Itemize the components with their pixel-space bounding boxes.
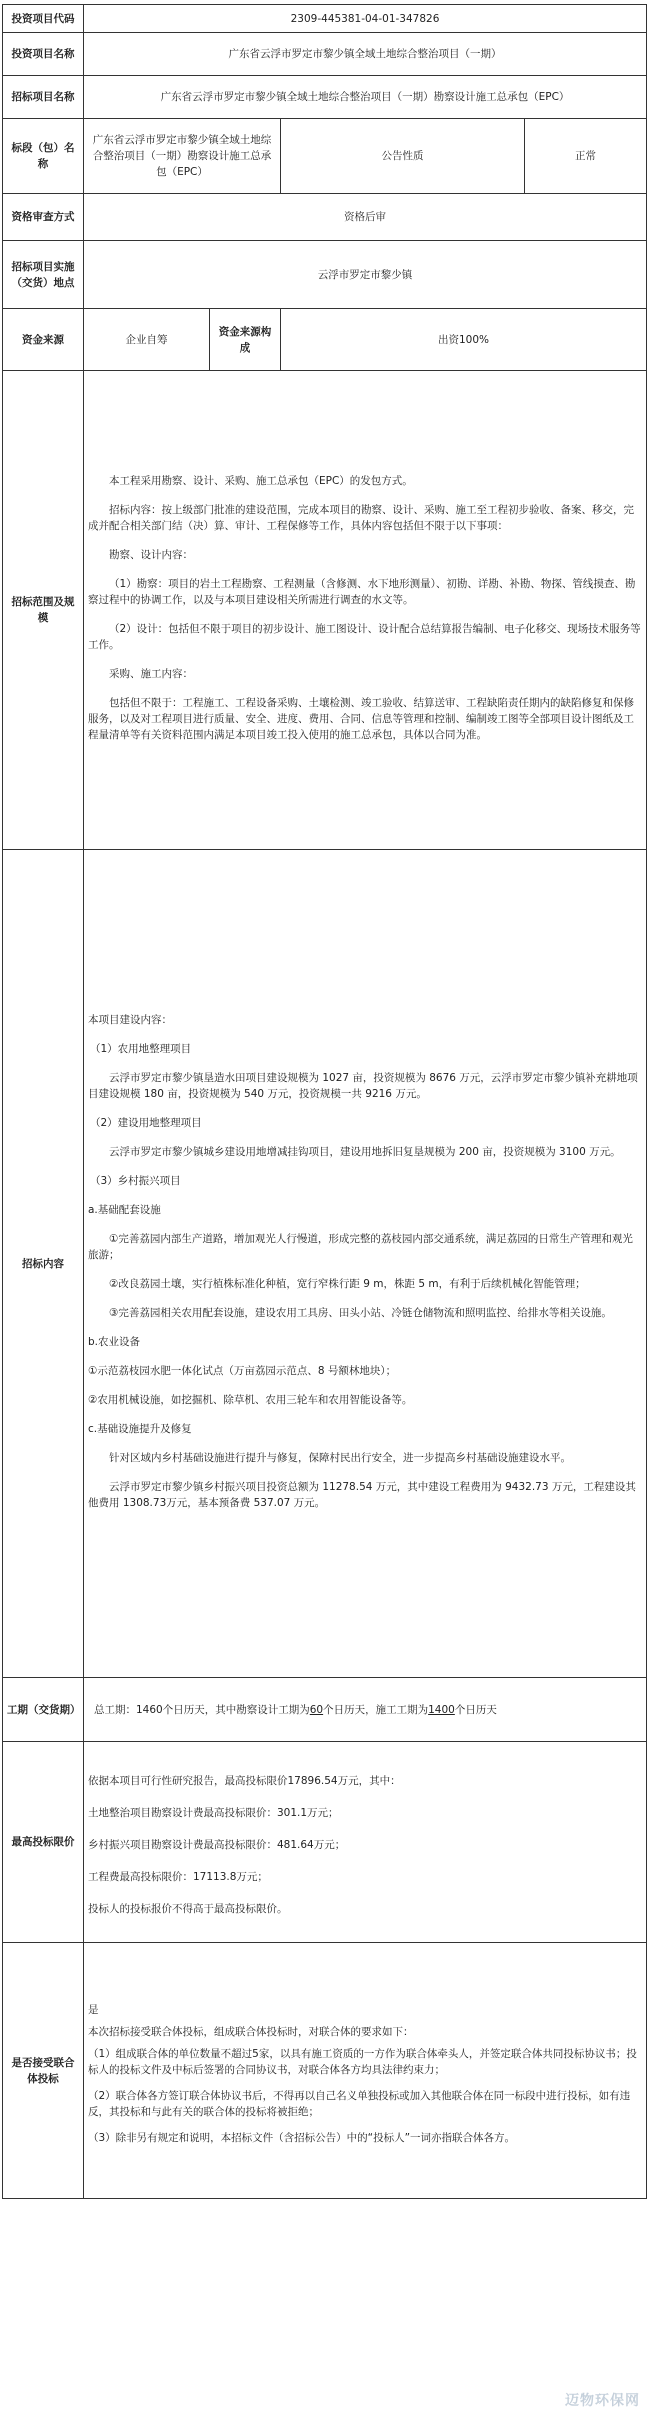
content-paragraph: ①完善荔园内部生产道路，增加观光人行慢道，形成完整的荔枝园内部交通系统，满足荔园的日常生产管理和观光旅游；	[88, 1232, 633, 1261]
content-paragraph: 云浮市罗定市黎少镇乡村振兴项目投资总额为 11278.54 万元，其中建设工程费用为 9432.73 万元，工程建设其他费用 1308.73万元，基本预备费 537.07 万元。	[88, 1480, 636, 1509]
content-body	[84, 850, 647, 1678]
project-code-label: 投资项目代码	[3, 5, 84, 33]
tender-info-table	[2, 4, 647, 2199]
consortium-paragraph: （2）联合体各方签订联合体协议书后，不得再以自己名义单独投标或加入其他联合体在同一标段中进行投标，如有违反，其投标和与此有关的联合体的投标将被拒绝；	[88, 2089, 631, 2118]
project-name-value: 广东省云浮市罗定市黎少镇全域土地综合整治项目（一期）	[84, 33, 647, 76]
period-suffix: 个日历天	[454, 1703, 497, 1716]
content-paragraph: 云浮市罗定市黎少镇城乡建设用地增减挂钩项目，建设用地拆旧复垦规模为 200 亩，投资规模为 3100 万元。	[109, 1145, 621, 1158]
content-paragraph: a.基础配套设施	[88, 1203, 161, 1216]
consortium-paragraph: 是	[88, 2003, 99, 2016]
content-paragraph: 云浮市罗定市黎少镇垦造水田项目建设规模为 1027 亩，投资规模为 8676 万元，云浮市罗定市黎少镇补充耕地项目建设规模 180 亩，投资规模为 540 万元，投资规模一共 9216 万元。	[88, 1071, 638, 1100]
period-prefix: 总工期：1460个日历天，其中勘察设计工期为	[94, 1703, 310, 1716]
max-price-line: 投标人的投标报价不得高于最高投标限价。	[88, 1903, 288, 1915]
scope-label: 招标范围及规模	[3, 371, 84, 850]
scope-paragraph: 包括但不限于：工程施工、工程设备采购、土壤检测、竣工验收、结算送审、工程缺陷责任期内的缺陷修复和保修服务，以及对工程项目进行质量、安全、进度、费用、合同、信息等管理和控制、编制竣工图等全部项目设计图纸及工程量清单等有关资料范围内满足本项目竣工投入使用的施工总承包，具体以合同为准。	[88, 696, 634, 741]
content-paragraph: （3）乡村振兴项目	[90, 1174, 181, 1187]
content-paragraph: 本项目建设内容：	[88, 1013, 172, 1026]
scope-content	[84, 371, 647, 850]
funding-composition-value: 出资100%	[281, 309, 647, 371]
max-price-line: 乡村振兴项目勘察设计费最高投标限价：481.64万元；	[88, 1839, 346, 1851]
max-price-line: 依据本项目可行性研究报告，最高投标限价17896.54万元，其中：	[88, 1775, 401, 1787]
project-name-label: 投资项目名称	[3, 33, 84, 76]
max-price-label: 最高投标限价	[3, 1742, 84, 1943]
funding-composition-label: 资金来源构成	[210, 309, 281, 371]
content-paragraph: ②农用机械设施，如挖掘机、除草机、农用三轮车和农用智能设备等。	[88, 1393, 413, 1406]
content-paragraph: b.农业设备	[88, 1335, 141, 1348]
scope-paragraph: 本工程采用勘察、设计、采购、施工总承包（EPC）的发包方式。	[109, 474, 413, 487]
row-bid-project-name	[3, 76, 647, 119]
content-paragraph: ③完善荔园相关农用配套设施，建设农用工具房、田头小站、冷链仓储物流和照明监控、给排水等相关设施。	[109, 1306, 612, 1319]
row-project-code	[3, 5, 647, 33]
row-location	[3, 241, 647, 309]
bid-project-name-label: 招标项目名称	[3, 76, 84, 119]
row-max-price	[3, 1742, 647, 1943]
funding-label: 资金来源	[3, 309, 84, 371]
content-paragraph: c.基础设施提升及修复	[88, 1422, 192, 1435]
qualification-value: 资格后审	[84, 194, 647, 241]
scope-paragraph: （1）勘察：项目的岩土工程勘察、工程测量（含修测、水下地形测量）、初勘、详勘、补勘、物探、管线摸查、勘察过程中的协调工作，以及与本项目建设相关所需进行调查的水文等。	[88, 577, 636, 606]
scope-paragraph: 采购、施工内容：	[109, 667, 193, 680]
row-project-name	[3, 33, 647, 76]
period-middle: 个日历天，施工工期为	[323, 1703, 429, 1716]
row-scope	[3, 371, 647, 850]
scope-paragraph: 招标内容：按上级部门批准的建设范围，完成本项目的勘察、设计、采购、施工至工程初步验收、备案、移交，完成并配合相关部门结（决）算、审计、工程保修等工作，具体内容包括但不限于以下事项：	[88, 503, 634, 532]
location-label: 招标项目实施（交货）地点	[3, 241, 84, 309]
content-paragraph: ②改良荔园土壤，实行植株标准化种植，宽行窄株行距 9 m，株距 5 m，有利于后续机械化智能管理；	[109, 1277, 586, 1290]
content-label: 招标内容	[3, 850, 84, 1678]
notice-nature-label: 公告性质	[281, 119, 525, 194]
location-value: 云浮市罗定市黎少镇	[84, 241, 647, 309]
consortium-label: 是否接受联合体投标	[3, 1943, 84, 2199]
notice-nature-value: 正常	[525, 119, 647, 194]
content-paragraph: ①示范荔枝园水肥一体化试点（万亩荔园示范点、8 号额林地块）；	[88, 1364, 397, 1377]
section-label: 标段（包）名称	[3, 119, 84, 194]
site-watermark: 迈物环保网	[565, 2393, 640, 2409]
row-section	[3, 119, 647, 194]
section-value: 广东省云浮市罗定市黎少镇全域土地综合整治项目（一期）勘察设计施工总承包（EPC）	[84, 119, 281, 194]
consortium-paragraph: 本次招标接受联合体投标，组成联合体投标时，对联合体的要求如下：	[88, 2025, 414, 2038]
content-paragraph: （1）农用地整理项目	[90, 1042, 192, 1055]
project-code-value: 2309-445381-04-01-347826	[84, 5, 647, 33]
funding-value: 企业自筹	[84, 309, 210, 371]
period-label: 工期（交货期）	[3, 1678, 84, 1742]
content-paragraph: 针对区域内乡村基础设施进行提升与修复，保障村民出行安全，进一步提高乡村基础设施建设水平。	[109, 1451, 571, 1464]
qualification-label: 资格审查方式	[3, 194, 84, 241]
consortium-paragraph: （1）组成联合体的单位数量不超过5家，以具有施工资质的一方作为联合体牵头人，并签定联合体共同投标协议书；投标人的投标文件及中标后签署的合同协议书，对联合体各方均具法律约束力；	[88, 2047, 637, 2076]
max-price-line: 工程费最高投标限价：17113.8万元；	[88, 1871, 268, 1883]
scope-paragraph: 勘察、设计内容：	[109, 548, 193, 561]
max-price-body	[84, 1742, 647, 1943]
row-funding	[3, 309, 647, 371]
consortium-paragraph: （3）除非另有规定和说明，本招标文件（含招标公告）中的“投标人”一词亦指联合体各方。	[88, 2131, 516, 2144]
bid-project-name-value: 广东省云浮市罗定市黎少镇全域土地综合整治项目（一期）勘察设计施工总承包（EPC）	[84, 76, 647, 119]
row-period	[3, 1678, 647, 1742]
scope-paragraph: （2）设计：包括但不限于项目的初步设计、施工图设计、设计配合总结算报告编制、电子化移交、现场技术服务等工作。	[88, 622, 641, 651]
row-content	[3, 850, 647, 1678]
consortium-body	[84, 1943, 647, 2199]
period-value	[84, 1678, 647, 1742]
content-paragraph: （2）建设用地整理项目	[90, 1116, 202, 1129]
design-days: 60	[309, 1703, 324, 1716]
row-consortium	[3, 1943, 647, 2199]
row-qualification	[3, 194, 647, 241]
max-price-line: 土地整治项目勘察设计费最高投标限价：301.1万元；	[88, 1807, 339, 1819]
build-days: 1400	[428, 1703, 455, 1716]
